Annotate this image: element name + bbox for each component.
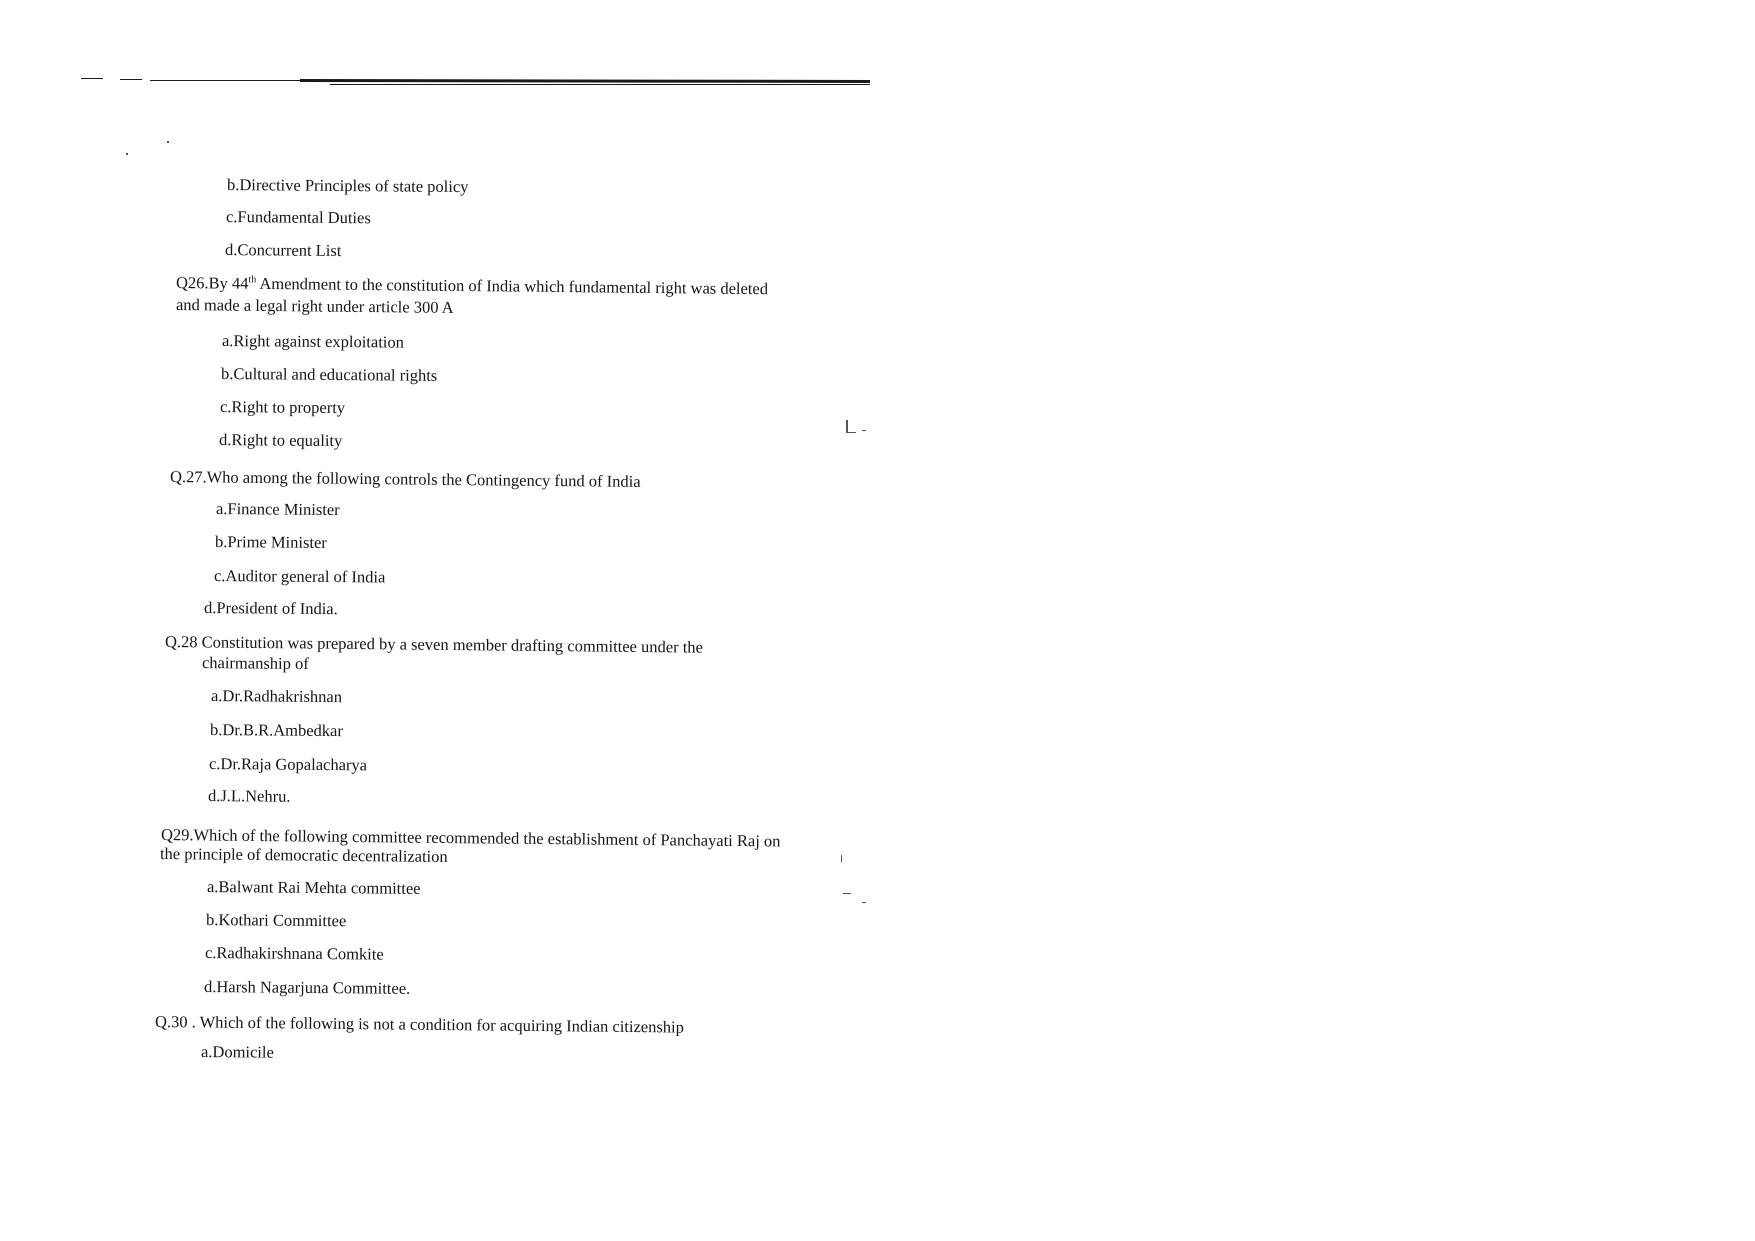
scan-speck <box>843 893 851 894</box>
question-28: Q.28 Constitution was prepared by a seven member drafting committee under the <box>164 632 704 657</box>
q27-option-a: a.Finance Minister <box>215 499 340 520</box>
q29-option-b: b.Kothari Committee <box>205 910 347 931</box>
header-rule-segment <box>120 79 142 80</box>
q28-option-d: d.J.L.Nehru. <box>207 786 291 806</box>
question-27: Q.27.Who among the following controls the Contingency fund of India <box>169 467 641 491</box>
scan-speck <box>167 141 169 143</box>
header-rule-segment <box>81 78 103 79</box>
scan-speck <box>841 855 842 862</box>
scan-speck <box>846 432 856 433</box>
question-30: Q.30 . Which of the following is not a condition for acquiring Indian citizenship <box>154 1012 685 1037</box>
question-29-line2: the principle of democratic decentralization <box>159 844 448 867</box>
scan-speck <box>862 902 866 903</box>
option-b: b.Directive Principles of state policy <box>226 175 469 197</box>
q28-option-c: c.Dr.Raja Gopalacharya <box>208 754 368 775</box>
q26-option-a: a.Right against exploitation <box>221 331 405 352</box>
question-26-prefix: Q26.By 44 <box>175 273 249 293</box>
q30-option-a: a.Domicile <box>200 1042 274 1062</box>
q28-option-b: b.Dr.B.R.Ambedkar <box>209 720 343 741</box>
scan-speck <box>846 420 848 432</box>
option-d: d.Concurrent List <box>224 240 342 261</box>
q27-option-b: b.Prime Minister <box>214 532 327 552</box>
header-rule <box>300 79 870 83</box>
scan-speck <box>126 153 128 155</box>
q29-option-c: c.Radhakirshnana Comkite <box>204 943 384 964</box>
question-26-text: Amendment to the constitution of India which fundamental right was deleted <box>256 273 769 299</box>
q29-option-a: a.Balwant Rai Mehta committee <box>206 877 421 898</box>
question-29: Q29.Which of the following committee recommended the establishment of Panchayati Raj on <box>160 825 781 851</box>
option-c: c.Fundamental Duties <box>225 207 371 228</box>
question-26 <box>176 274 768 298</box>
q26-option-d: d.Right to equality <box>218 430 343 451</box>
header-rule-underline <box>330 84 870 85</box>
header-rule-segment <box>150 80 300 81</box>
q27-option-c: c.Auditor general of India <box>213 566 386 587</box>
q28-option-a: a.Dr.Radhakrishnan <box>210 686 343 707</box>
q29-option-d: d.Harsh Nagarjuna Committee. <box>203 977 411 998</box>
ordinal-suffix: th <box>248 274 257 286</box>
scan-speck <box>862 430 866 431</box>
q26-option-b: b.Cultural and educational rights <box>220 364 438 385</box>
q26-option-c: c.Right to property <box>219 397 346 418</box>
question-26-line2: and made a legal right under article 300 A <box>175 295 454 317</box>
question-28-line2: chairmanship of <box>201 653 309 674</box>
q27-option-d: d.President of India. <box>203 598 338 619</box>
